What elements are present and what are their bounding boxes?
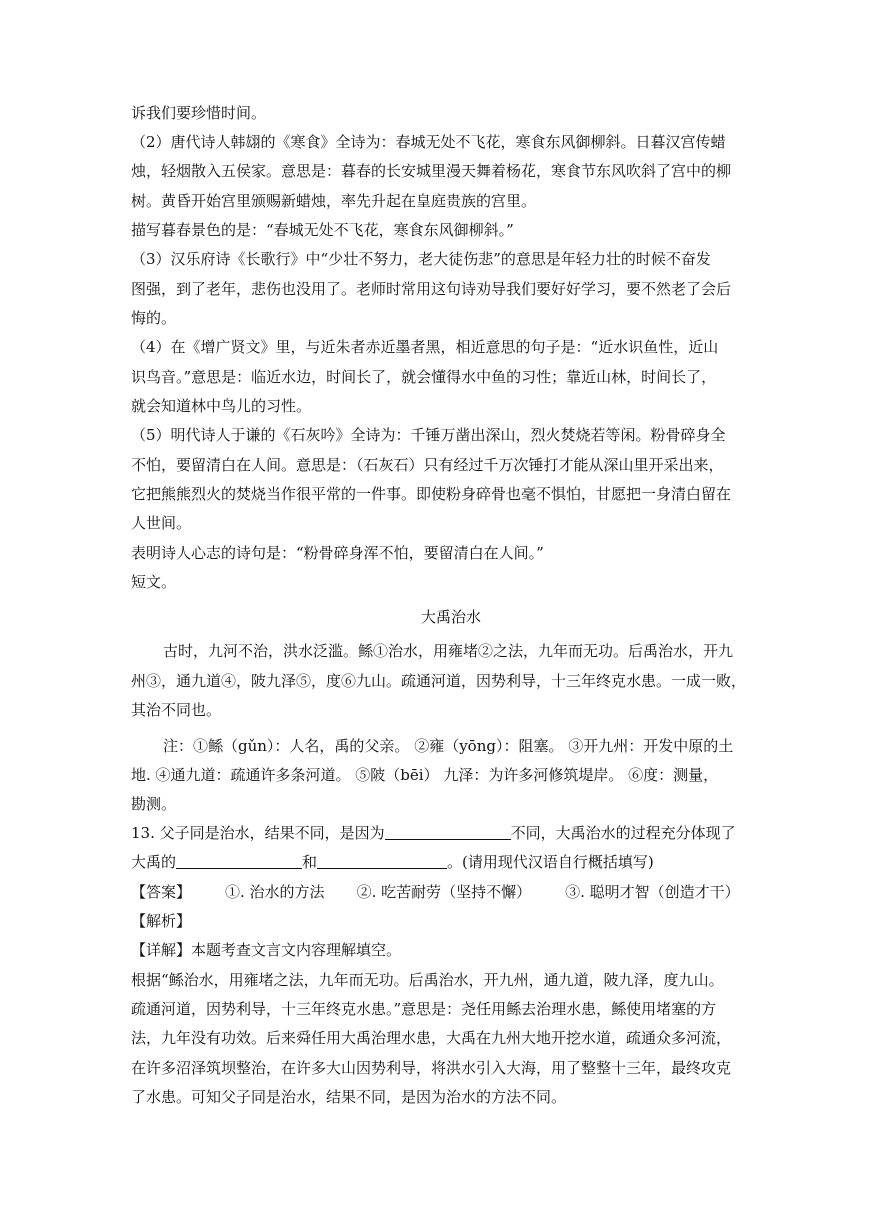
passage-line: 州③，通九道④，陂九泽⑤，度⑥九山。疏通河道，因势利导，十三年终克水患。一成一败， [131, 672, 747, 690]
text-line: （5）明代诗人于谦的《石灰吟》全诗为：千锤万凿出深山，烈火焚烧若等闲。粉骨碎身全 [131, 426, 726, 444]
answer-blank-2 [176, 854, 302, 869]
explanation-line: 疏通河道，因势利导，十三年终克水患。”意思是：尧任用鲧去治理水患，鲧使用堵塞的方 [131, 1000, 717, 1018]
question-13-line-2: 大禹的 和 。(请用现代汉语自行概括填写) [131, 853, 654, 871]
answer-item-3: ③. 聪明才智（创造才干） [565, 883, 740, 901]
answer-label: 【答案】 [131, 883, 192, 901]
text-line: 悔的。 [131, 309, 177, 327]
text-line: （4）在《增广贤文》里，与近朱者赤近墨者黑，相近意思的句子是：“近水识鱼性，近山 [131, 338, 719, 356]
text-line: 描写暮春景色的是：“春城无处不飞花，寒食东风御柳斜。” [131, 221, 514, 239]
text-line: 图强，到了老年，悲伤也没用了。老师时常用这句诗劝导我们要好好学习，要不然老了会后 [131, 280, 732, 298]
passage-line: 古时，九河不治，洪水泛滥。鲧①治水，用雍堵②之法，九年而无功。后禹治水，开九 [163, 642, 734, 660]
answer-blank-3 [317, 854, 447, 869]
note-line: 勘测。 [131, 795, 177, 813]
note-line: 注：①鲧（gǔn）：人名，禹的父亲。 ②雍（yōng）：阻塞。 ③开九州：开发中原的土 [163, 737, 734, 755]
answer-item-1: ①. 治水的方法 [225, 883, 325, 901]
answer-line [131, 881, 771, 903]
text-line: 人世间。 [131, 514, 192, 532]
text-line: 不怕，要留清白在人间。意思是：（石灰石）只有经过千万次锤打才能从深山里开采出来， [131, 456, 724, 474]
text-line: 它把熊熊烈火的焚烧当作很平常的一件事。即使粉身碎骨也毫不惧怕，甘愿把一身清白留在 [131, 485, 732, 503]
text-line: （3）汉乐府诗《长歌行》中“少壮不努力，老大徒伤悲”的意思是年轻力壮的时候不奋发 [131, 250, 711, 268]
explanation-line: 根据“鲧治水，用雍堵之法，九年而无功。后禹治水，开九州，通九道，陂九泽，度九山。 [131, 971, 724, 989]
passage-line: 其治不同也。 [131, 701, 222, 719]
question-13-line-1: 13. 父子同是治水，结果不同，是因为 不同，大禹治水的过程充分体现了 [131, 824, 736, 842]
text-line: 短文。 [131, 573, 177, 591]
detail-heading: 【详解】本题考查文言文内容理解填空。 [131, 941, 402, 959]
note-line: 地. ④通九道：疏通许多条河道。 ⑤陂（bēi） 九泽：为许多河修筑堤岸。 ⑥度：测量， [131, 766, 719, 784]
passage-title: 大禹治水 [420, 608, 481, 626]
answer-item-2: ②. 吃苦耐劳（坚持不懈） [356, 883, 532, 901]
explanation-line: 在许多沼泽筑坝整治，在许多大山因势利导，将洪水引入大海，用了整整十三年，最终攻克 [131, 1059, 732, 1077]
text-line: 识鸟音。”意思是：临近水边，时间长了，就会懂得水中鱼的习性；靠近山林，时间长了， [131, 368, 717, 386]
text-line: 烛，轻烟散入五侯家。意思是：暮春的长安城里漫天舞着杨花，寒食节东风吹斜了宫中的柳 [131, 162, 732, 180]
explanation-line: 了水患。可知父子同是治水，结果不同，是因为治水的方法不同。 [131, 1088, 567, 1106]
text-line: 表明诗人心志的诗句是：“粉骨碎身浑不怕，要留清白在人间。” [131, 544, 544, 562]
text-line: （2）唐代诗人韩翃的《寒食》全诗为：春城无处不飞花，寒食东风御柳斜。日暮汉宫传蜡 [131, 133, 726, 151]
text-line: 诉我们要珍惜时间。 [131, 104, 267, 122]
text-line: 树。黄昏开始宫里颁赐新蜡烛，率先升起在皇庭贵族的宫里。 [131, 192, 537, 210]
text-line: 就会知道林中鸟儿的习性。 [131, 397, 312, 415]
answer-blank-1 [385, 825, 511, 840]
explanation-line: 法，九年没有功效。后来舜任用大禹治理水患，大禹在九州大地开挖水道，疏通众多河流， [131, 1029, 732, 1047]
analysis-label: 【解析】 [131, 912, 192, 930]
